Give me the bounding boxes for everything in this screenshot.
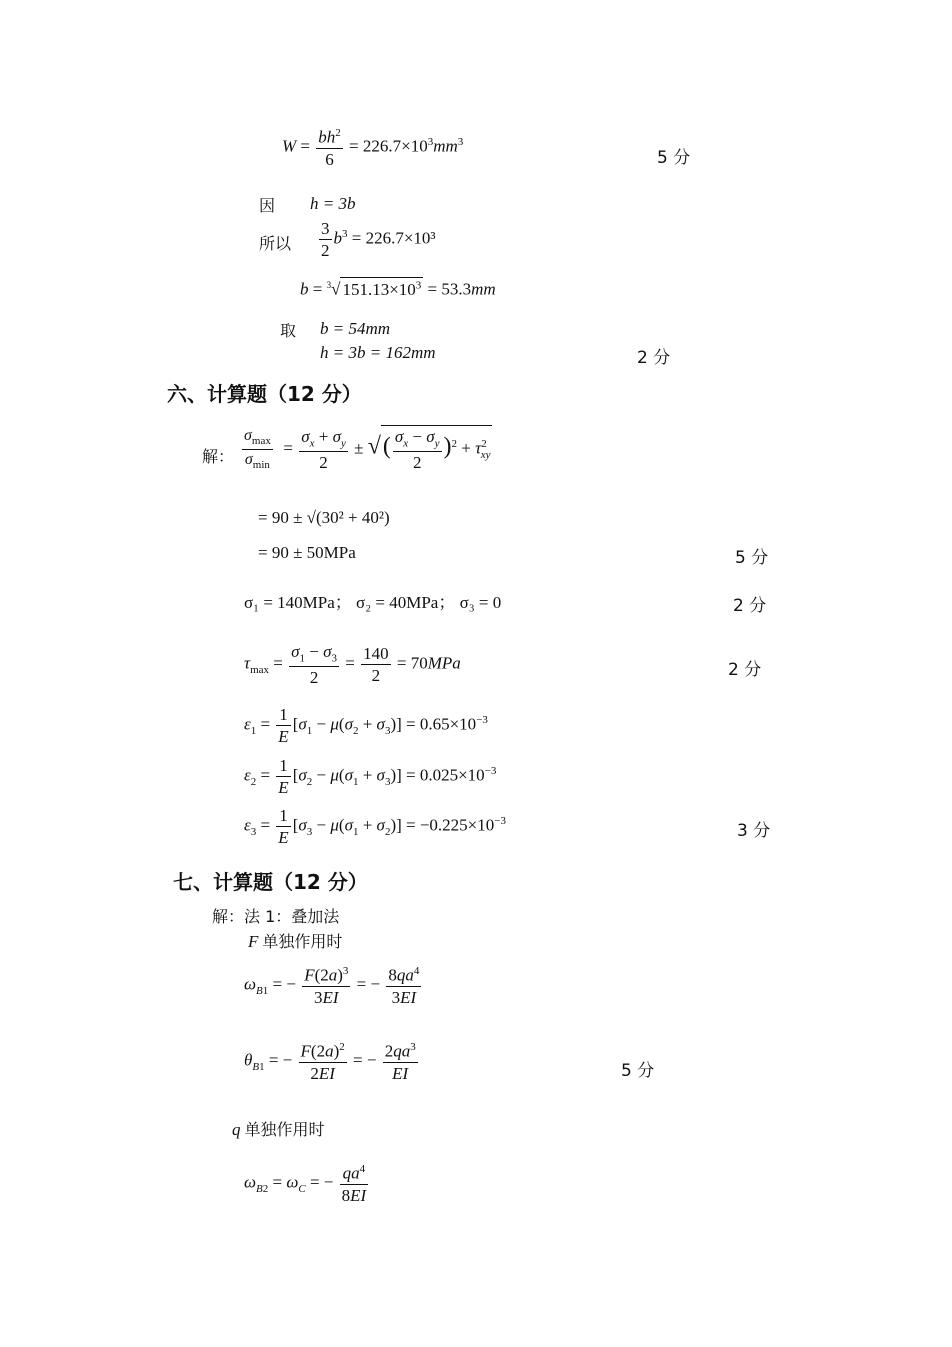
take-label: 取 bbox=[280, 321, 297, 340]
principal-line3: = 90 ± 50MPa bbox=[258, 543, 356, 562]
section6-heading: 六、计算题（12 分） bbox=[167, 382, 362, 406]
principal-stresses-points: 2 分 bbox=[733, 596, 767, 616]
take-h: h = 3b = 162mm bbox=[320, 343, 436, 362]
tau-max-formula: $\tau_{max}$ = $\frac{\sigma_1 - \sigma_3}{2}$ = $\frac{140}{2}$ = 70MPa bbox=[244, 642, 461, 688]
because-expr: h = 3b bbox=[310, 194, 356, 213]
strain-eps3: $\varepsilon_3$ = $\frac{1}{E}$ $[\sigma_3 - \mu(\sigma_1 + \sigma_2)] = -0.225\times 10^{-3}$ bbox=[244, 806, 506, 847]
omega-b2-formula: $\omega_{B2} = \omega_C$ = − $\frac{qa^4}{8EI}$ bbox=[244, 1163, 367, 1205]
section6-solution-label: 解： bbox=[202, 447, 235, 466]
principal-stress-formula: $\frac{\sigma_{max}}{\sigma_{min}}$ = $\frac{\sigma_x + \sigma_y}{2}$ ± √( $\frac{\sigma_x - \sigma_y}{2}$ )$^2 + \tau^2_{xy}$ bbox=[244, 427, 491, 473]
theta-b1-formula: $\theta_{B1}$ = − $\frac{F(2a)^2}{2EI}$ = − $\frac{2qa^3}{EI}$ bbox=[244, 1041, 416, 1083]
take-points: 2 分 bbox=[637, 348, 671, 368]
therefore-rhs: = 226.7×10³ bbox=[351, 228, 436, 248]
strain-eps2: $\varepsilon_2$ = $\frac{1}{E}$ $[\sigma_2 - \mu(\sigma_1 + \sigma_3)] = 0.025\times 10^{-3}$ bbox=[244, 756, 497, 797]
w-formula: W = $\frac{bh^2}{6}$ = $226.7\times 10^3mm^3$ bbox=[282, 127, 464, 169]
therefore-expr: $\frac{3}{2}$ $b^3 = 226.7\times 10^3$ bbox=[321, 219, 436, 260]
section7-heading: 七、计算题（12 分） bbox=[173, 870, 368, 894]
tau-max-points: 2 分 bbox=[728, 660, 762, 680]
section7-method: 解：法 1：叠加法 bbox=[212, 907, 340, 926]
f-alone-text: 单独作用时 bbox=[262, 932, 343, 951]
strain-points: 3 分 bbox=[737, 821, 771, 841]
principal-stresses: σ₁ = 140MPa； σ₂ = 40MPa； σ₃ = 0 bbox=[244, 593, 502, 612]
q-alone-line: q 单独作用时 bbox=[232, 1120, 325, 1139]
f-alone-line: F 单独作用时 bbox=[248, 932, 343, 951]
principal-line3-points: 5 分 bbox=[735, 548, 769, 568]
therefore-label: 所以 bbox=[259, 234, 292, 253]
take-b: b = 54mm bbox=[320, 319, 391, 338]
omega-b1-formula: $\omega_{B1}$ = − $\frac{F(2a)^3}{3EI}$ = − $\frac{8qa^4}{3EI}$ bbox=[244, 965, 420, 1007]
theta-b1-points: 5 分 bbox=[621, 1061, 655, 1081]
principal-line2: = 90 ± √(30² + 40²) bbox=[258, 508, 390, 527]
strain-eps1: $\varepsilon_1$ = $\frac{1}{E}$ $[\sigma_1 - \mu(\sigma_2 + \sigma_3)] = 0.65\times 10^{-3}$ bbox=[244, 705, 488, 746]
w-points: 5 分 bbox=[657, 148, 691, 168]
q-alone-text: 单独作用时 bbox=[244, 1120, 325, 1139]
b-calc: b = $^3$√ $151.13\times 10^3 = 53.3mm$ bbox=[300, 280, 496, 298]
because-label: 因 bbox=[259, 196, 276, 215]
